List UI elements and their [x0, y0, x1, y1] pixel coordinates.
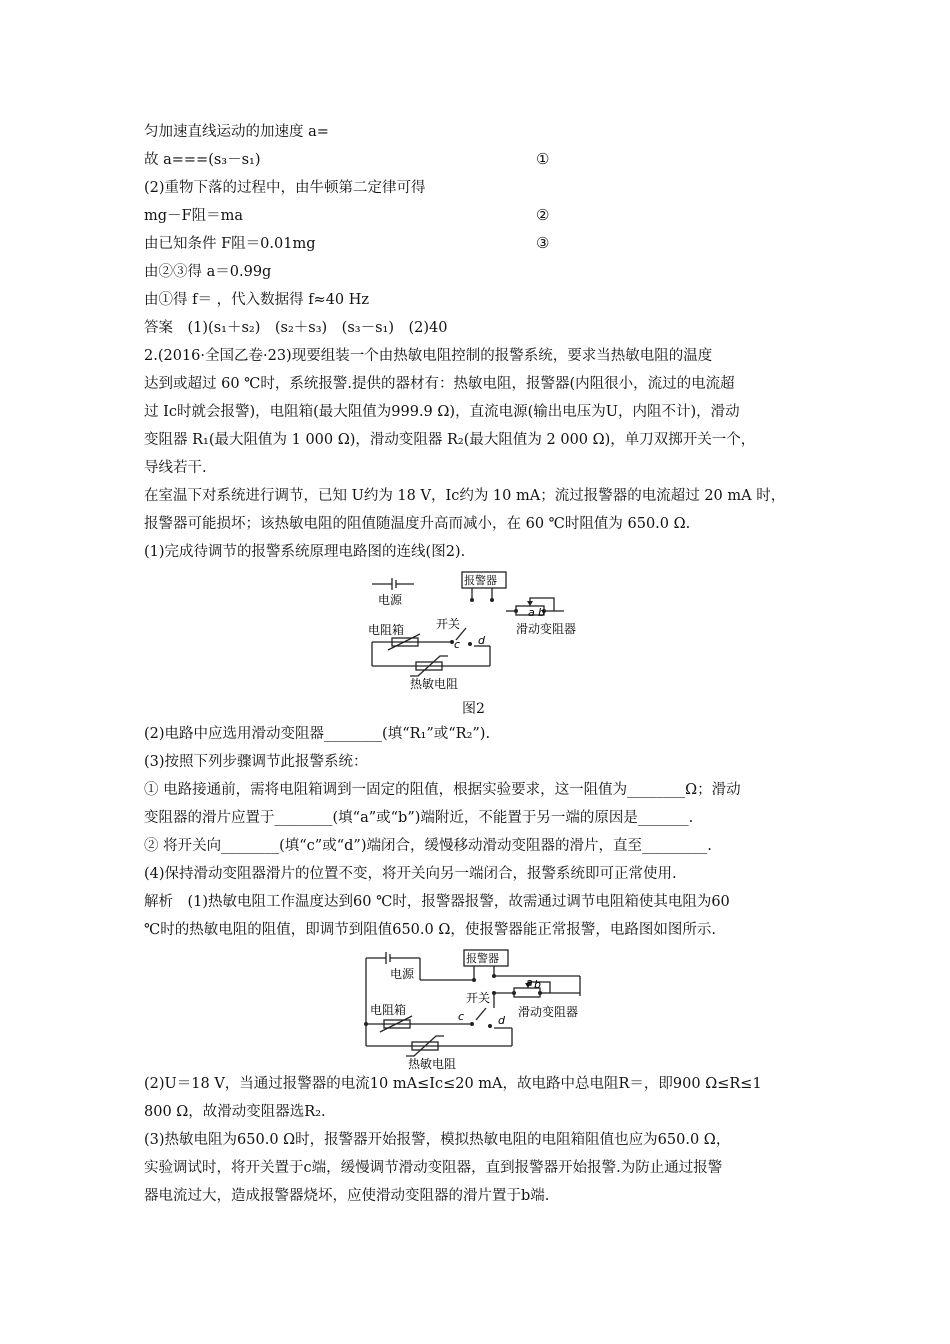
resistor-box-label: 电阻箱	[368, 623, 405, 637]
switch-label: 开关	[466, 991, 491, 1005]
power-label: 电源	[390, 967, 415, 981]
text-line: (3)热敏电阻为650.0 Ω时，报警器开始报警，模拟热敏电阻的电阻箱阻值也应为650.0 Ω，	[144, 1132, 731, 1148]
text-line: 报警器可能损坏；该热敏电阻的阻值随温度升高而减小，在 60 ℃时阻值为 650.0 Ω.	[144, 516, 691, 532]
text-line: ① 电路接通前，需将电阻箱调到一固定的阻值，根据实验要求，这一阻值为________Ω；滑动	[144, 782, 741, 798]
terminal-d: d	[478, 634, 485, 647]
answer-line: 答案 (1)(s₁＋s₂) (s₂＋s₃) (s₃－s₁) (2)40	[144, 320, 448, 336]
text-line: (2)重物下落的过程中，由牛顿第二定律可得	[144, 180, 426, 196]
resistor-box-label: 电阻箱	[370, 1003, 407, 1017]
terminal-c: c	[454, 638, 461, 651]
terminal-d: d	[498, 1014, 505, 1027]
terminal-b: b	[534, 978, 541, 991]
text-line: (2)U＝18 V，当通过报警器的电流10 mA≤Ic≤20 mA，故电路中总电阻R＝，即900 Ω≤R≤1	[144, 1076, 762, 1092]
alarm-label: 报警器	[464, 574, 497, 587]
terminal-c: c	[458, 1010, 465, 1023]
text-line: 故 a===(s₃－s₁)	[144, 152, 261, 168]
text-line: 器电流过大，造成报警器烧坏，应使滑动变阻器的滑片置于b端.	[144, 1188, 550, 1204]
text-line: 变阻器 R₁(最大阻值为 1 000 Ω)，滑动变阻器 R₂(最大阻值为 2 000 Ω)，单刀双掷开关一个，	[144, 432, 756, 448]
circuit-diagram-2	[354, 948, 590, 1072]
text-line: 由已知条件 F阻＝0.01mg	[144, 236, 316, 252]
text-line: 800 Ω，故滑动变阻器选R₂.	[144, 1104, 326, 1120]
switch-label: 开关	[436, 617, 461, 631]
rheostat-label: 滑动变阻器	[516, 622, 577, 636]
text-line: (4)保持滑动变阻器滑片的位置不变，将开关向另一端闭合，报警系统即可正常使用.	[144, 866, 677, 882]
figure-caption: 图2	[462, 701, 485, 717]
text-line: 变阻器的滑片应置于________(填“a”或“b”)端附近，不能置于另一端的原因是_______.	[144, 810, 694, 826]
text-line: (1)完成待调节的报警系统原理电路图的连线(图2).	[144, 544, 466, 560]
terminal-a: a	[528, 606, 535, 619]
text-line: 在室温下对系统进行调节，已知 U约为 18 V，Ic约为 10 mA；流过报警器的电流超过 20 mA 时，	[144, 488, 786, 504]
terminal-a: a	[526, 976, 533, 989]
text-line: 由①得 f＝ ，代入数据得 f≈40 Hz	[144, 292, 370, 308]
text-line: 过 Ic时就会报警)，电阻箱(最大阻值为999.9 Ω)，直流电源(输出电压为U，内阻不计)，滑动	[144, 404, 740, 420]
alarm-label: 报警器	[466, 952, 499, 965]
equation-mark: ③	[536, 234, 550, 252]
terminal-b: b	[538, 606, 545, 619]
text-line: (2)电路中应选用滑动变阻器________(填“R₁”或“R₂”).	[144, 726, 491, 742]
text-line: mg－F阻＝ma	[144, 208, 243, 224]
text-line: ℃时的热敏电阻的阻值，即调节到阻值650.0 Ω，使报警器能正常报警，电路图如图所示.	[144, 922, 716, 938]
text-line: 由②③得 a＝0.99g	[144, 264, 272, 280]
text-line: 导线若干.	[144, 460, 207, 476]
equation-mark: ②	[536, 206, 550, 224]
analysis-line: 解析 (1)热敏电阻工作温度达到60 ℃时，报警器报警，故需通过调节电阻箱使其电阻为60	[144, 894, 730, 910]
power-label: 电源	[378, 593, 403, 607]
text-line: (3)按照下列步骤调节此报警系统：	[144, 754, 368, 770]
text-line: 达到或超过 60 ℃时，系统报警.提供的器材有：热敏电阻，报警器(内阻很小，流过的电流超	[144, 376, 735, 392]
text-line: ② 将开关向________(填“c”或“d”)端闭合，缓慢移动滑动变阻器的滑片，直至_________.	[144, 838, 712, 854]
rheostat-label: 滑动变阻器	[518, 1005, 579, 1019]
thermistor-label: 热敏电阻	[408, 1057, 457, 1071]
text-line: 匀加速直线运动的加速度 a=	[144, 124, 329, 140]
thermistor-label: 热敏电阻	[410, 677, 459, 691]
question-line: 2.(2016·全国乙卷·23)现要组装一个由热敏电阻控制的报警系统，要求当热敏电阻的温度	[144, 348, 713, 364]
equation-mark: ①	[536, 150, 550, 168]
text-line: 实验调试时，将开关置于c端，缓慢调节滑动变阻器，直到报警器开始报警.为防止通过报警	[144, 1160, 723, 1176]
circuit-diagram-1	[366, 570, 586, 692]
